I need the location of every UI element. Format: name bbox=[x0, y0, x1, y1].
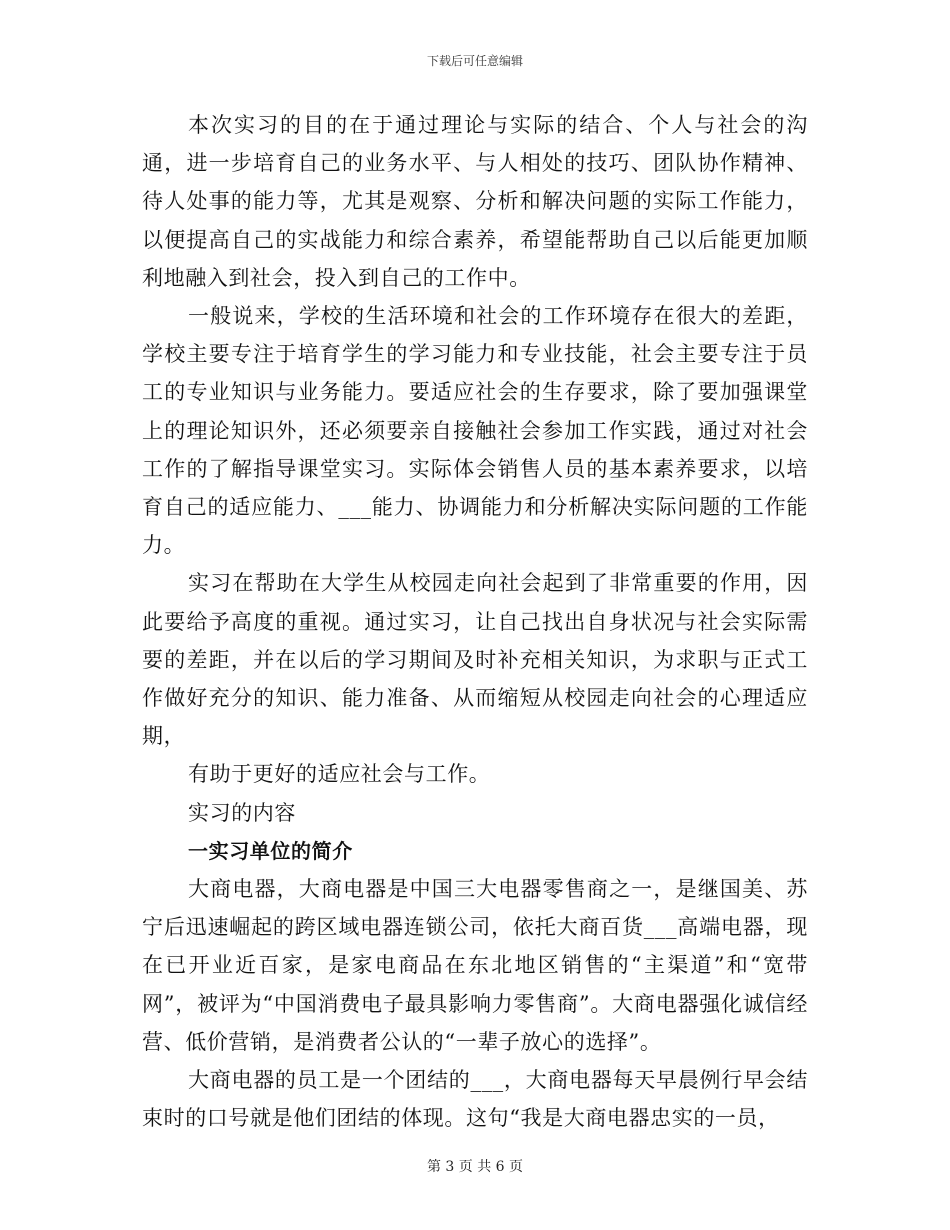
paragraph-importance: 实习在帮助在大学生从校园走向社会起到了非常重要的作用，因此要给予高度的重视。通过实习，让自己找出自身状况与社会实际需要的差距，并在以后的学习期间及时补充相关知识，为求职与正式工作做好充分的知识、能力准备、从而缩短从校园走向社会的心理适应期， bbox=[142, 571, 808, 749]
paragraph-staff: 大商电器的员工是一个团结的___，大商电器每天早晨例行早会结束时的口号就是他们团结的体现。这句“我是大商电器忠实的一员， bbox=[142, 1068, 808, 1131]
page-header: 下载后可任意编辑 bbox=[426, 54, 523, 68]
section-title-content: 实习的内容 bbox=[188, 800, 296, 825]
page-number: 第 3 页 共 6 页 bbox=[426, 1159, 524, 1175]
paragraph-environment: 一般说来，学校的生活环境和社会的工作环境存在很大的差距，学校主要专注于培育学生的学习能力和专业技能，社会主要专注于员工的专业知识与业务能力。要适应社会的生存要求，除了要加强课堂上的理论知识外，还必须要亲自接触社会参加工作实践，通过对社会工作的了解指导课堂实习。实际体会销售人员的基本素养要求，以培育自己的适应能力、___能力、协调能力和分析解决实际问题的工作能力。 bbox=[142, 304, 808, 558]
section-heading-company-intro: 一实习单位的简介 bbox=[188, 838, 353, 863]
paragraph-purpose: 本次实习的目的在于通过理论与实际的结合、个人与社会的沟通，进一步培育自己的业务水平、与人相处的技巧、团队协作精神、待人处事的能力等，尤其是观察、分析和解决问题的实际工作能力，以便提高自己的实战能力和综合素养，希望能帮助自己以后能更加顺利地融入到社会，投入到自己的工作中。 bbox=[142, 113, 808, 290]
paragraph-adapt: 有助于更好的适应社会与工作。 bbox=[188, 762, 491, 787]
document-body bbox=[142, 106, 808, 1137]
paragraph-company: 大商电器，大商电器是中国三大电器零售商之一，是继国美、苏宁后迅速崛起的跨区域电器连锁公司，依托大商百货___高端电器，现在已开业近百家，是家电商品在东北地区销售的“主渠道”和“宽带网”，被评为“中国消费电子最具影响力零售商”。大商电器强化诚信经营、低价营销，是消费者公认的“一辈子放心的选择”。 bbox=[142, 877, 808, 1054]
